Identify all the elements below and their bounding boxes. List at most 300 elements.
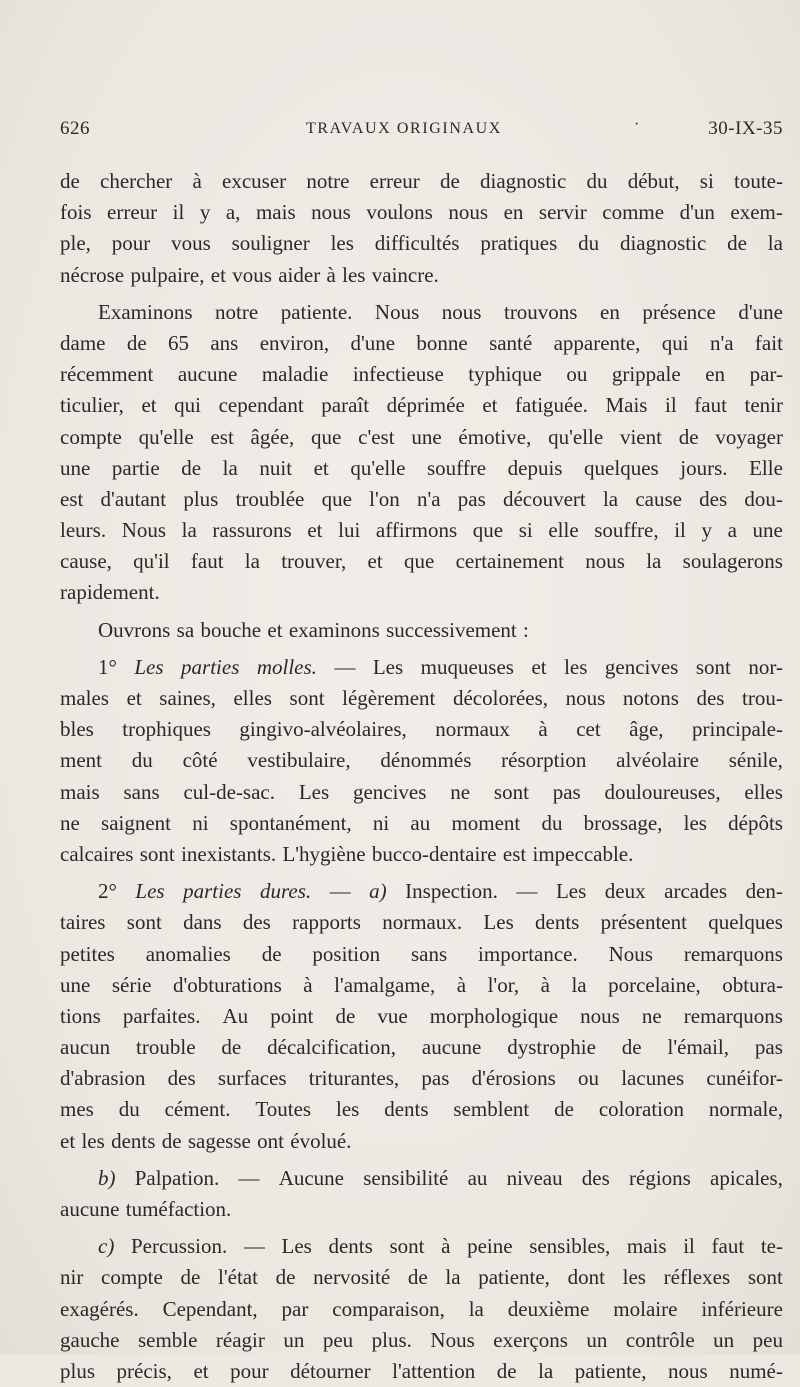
word: nervosité	[313, 1265, 391, 1290]
word: et	[482, 393, 498, 418]
word: erreur	[369, 169, 420, 193]
text-line	[60, 390, 783, 421]
word: surfaces	[217, 1066, 287, 1091]
word: excuser	[222, 169, 287, 193]
issue-date: 30-IX-35	[708, 118, 783, 139]
word: taires	[60, 910, 106, 935]
word: de	[60, 169, 80, 193]
word: en	[705, 362, 726, 387]
word: quelques	[584, 455, 659, 480]
word: sont	[493, 779, 529, 804]
word: dystrophie	[507, 1035, 596, 1060]
word: nous	[441, 299, 482, 324]
word: soulagerons	[682, 549, 783, 574]
word: est	[210, 424, 234, 449]
word: ment	[60, 748, 102, 773]
word: nor-	[748, 654, 783, 679]
word: nous	[565, 686, 606, 710]
word: plus.	[371, 1327, 412, 1352]
text-line	[60, 260, 783, 291]
word: te-	[760, 1234, 783, 1259]
word: souligner	[231, 231, 310, 256]
word: vestibulaire,	[247, 748, 351, 773]
word: âgée,	[250, 424, 295, 449]
word: un	[283, 1327, 305, 1352]
word: la	[244, 549, 260, 574]
word: ou	[566, 362, 588, 387]
word: il	[674, 518, 686, 543]
word: Nous	[608, 941, 653, 966]
word: d'érosions	[471, 1066, 556, 1091]
word: L'hygiène	[282, 841, 366, 866]
word: leurs.	[60, 518, 107, 543]
word: apparente,	[553, 330, 641, 355]
word: régions	[629, 1165, 691, 1190]
word: jours.	[680, 455, 728, 480]
word: coloration	[598, 1097, 684, 1122]
word: vous	[171, 231, 211, 256]
word: contrôle	[625, 1327, 695, 1352]
word: sans	[410, 941, 448, 966]
word: semblent	[453, 1097, 530, 1122]
word: la	[222, 455, 238, 480]
word: 2°	[98, 879, 117, 904]
word: du	[586, 169, 608, 193]
word: réagir	[215, 1327, 265, 1352]
word: aucun	[60, 1035, 111, 1060]
word: parties	[181, 654, 240, 679]
word: fois	[60, 200, 92, 225]
word: des	[581, 1165, 610, 1190]
text-line	[60, 1194, 783, 1225]
word: dou-	[744, 486, 783, 511]
word: et	[367, 549, 383, 574]
word: ou	[578, 1066, 600, 1091]
word: Les	[483, 910, 514, 935]
word: porcelaine,	[608, 972, 701, 997]
word: morphologique	[429, 1003, 559, 1028]
word: deuxième	[507, 1296, 590, 1321]
text-line	[60, 1356, 783, 1387]
word: des	[242, 910, 271, 935]
word: Au	[222, 1003, 249, 1028]
word: certainement	[455, 549, 564, 574]
word: une	[411, 424, 442, 449]
word: tuméfaction.	[125, 1197, 232, 1221]
word: bonne	[416, 330, 468, 355]
word: troublée	[235, 486, 305, 511]
word: vous	[232, 262, 272, 287]
word: à	[441, 1234, 451, 1259]
word: cause	[635, 486, 682, 511]
word: paraît	[321, 393, 370, 418]
word: les	[330, 231, 354, 256]
word: cul-de-sac.	[183, 779, 275, 804]
text-line	[60, 1063, 783, 1094]
word: semble	[137, 1327, 198, 1352]
word: principale-	[692, 717, 783, 742]
word: c'est	[358, 424, 395, 449]
word: du	[131, 748, 153, 773]
word: importance.	[478, 941, 578, 966]
word: voulons	[366, 200, 433, 225]
text-line	[60, 577, 783, 608]
word: de	[126, 330, 147, 355]
word: brossage,	[583, 810, 663, 835]
word: d'obturations	[172, 972, 282, 997]
word: a)	[369, 879, 387, 904]
text-line	[60, 228, 783, 259]
word: l'or,	[487, 972, 520, 997]
word: l'émail,	[667, 1035, 730, 1060]
word: vient	[619, 424, 662, 449]
word: côté	[182, 748, 218, 773]
word: l'amalgame,	[334, 972, 436, 997]
word: alvéolaire	[616, 748, 699, 773]
word: décolorées,	[452, 686, 549, 710]
text-line	[60, 359, 783, 390]
word: l'on	[369, 486, 400, 511]
word: Examinons	[98, 299, 193, 324]
word: et	[193, 1358, 209, 1383]
text-line	[60, 970, 783, 1001]
word: lui	[338, 518, 361, 543]
text-line	[60, 1126, 783, 1157]
word: de	[407, 1265, 428, 1290]
word: impeccable.	[532, 841, 634, 866]
word: les	[342, 262, 366, 287]
word: sont	[126, 910, 162, 935]
word: numé-	[729, 1358, 783, 1383]
text-line	[60, 714, 783, 745]
word: Les	[372, 654, 404, 679]
word: les	[622, 1265, 646, 1290]
word: grippale	[611, 362, 681, 387]
word: mais	[626, 1234, 667, 1259]
word: que	[403, 549, 435, 574]
word: début,	[627, 169, 680, 193]
text-line	[60, 939, 783, 970]
word: Percussion.	[130, 1234, 228, 1259]
text-line	[60, 297, 783, 328]
word: normaux	[435, 717, 510, 742]
word: elles	[744, 779, 783, 804]
word: dame	[60, 330, 106, 355]
word: mes	[60, 1097, 94, 1122]
word: Palpation.	[134, 1165, 220, 1190]
word: souffre	[427, 455, 487, 480]
word: d'une	[350, 330, 396, 355]
text-line	[60, 546, 783, 577]
text-line	[60, 1325, 783, 1356]
word: nous	[448, 200, 489, 225]
word: d'un	[679, 200, 715, 225]
word: à	[538, 717, 548, 742]
text-line	[60, 1094, 783, 1125]
word: à	[326, 262, 336, 287]
word: Inspection.	[405, 879, 498, 904]
word: de	[554, 1097, 574, 1122]
word: depuis	[507, 455, 563, 480]
word: que	[321, 486, 352, 511]
word: peu	[322, 1327, 354, 1352]
word: sans	[123, 779, 160, 804]
word: précis,	[116, 1358, 172, 1383]
word: aucune	[60, 1197, 120, 1221]
word: lacunes	[621, 1066, 685, 1091]
word: à	[192, 169, 202, 193]
word: voyager	[715, 424, 783, 449]
word: y	[701, 518, 712, 543]
word: elles	[233, 686, 272, 710]
word: la	[602, 486, 619, 511]
text-line	[60, 745, 783, 776]
word: triturantes,	[308, 1066, 400, 1091]
word: bles	[60, 717, 94, 742]
word: Les	[135, 879, 165, 904]
word: les	[335, 1097, 360, 1122]
word: du	[541, 810, 563, 835]
word: obtura-	[722, 972, 783, 997]
word: que	[311, 424, 342, 449]
word: dents	[384, 1097, 429, 1122]
word: deux	[604, 879, 646, 904]
word: rapports	[292, 910, 361, 935]
word: molles.	[256, 654, 317, 679]
word: Mais	[605, 393, 648, 418]
word: partie	[111, 455, 160, 480]
word: faut	[711, 1234, 745, 1259]
word: Toutes	[255, 1097, 312, 1122]
word: gingivo-alvéolaires,	[239, 717, 407, 742]
word: qu'elle	[138, 424, 194, 449]
word: Ouvrons	[98, 617, 171, 642]
word: sont	[389, 1234, 425, 1259]
word: sont	[289, 686, 325, 710]
text-line	[60, 1163, 783, 1194]
word: de	[727, 231, 747, 256]
word: a,	[225, 200, 241, 225]
paragraph	[60, 297, 783, 609]
word: —	[329, 879, 351, 904]
text-line	[60, 166, 783, 197]
word: résorption	[501, 748, 587, 773]
word: tions	[60, 1003, 101, 1028]
word: et	[210, 262, 226, 287]
word: —	[516, 879, 538, 904]
word: aucune	[421, 1035, 482, 1060]
word: à	[456, 972, 467, 997]
word: Les	[281, 1234, 312, 1259]
word: exem-	[730, 200, 783, 225]
word: de	[621, 1035, 642, 1060]
word: inférieure	[701, 1296, 783, 1321]
word: des	[167, 1066, 196, 1091]
word: vue	[377, 1003, 408, 1028]
word: dures.	[259, 879, 312, 904]
word: qu'il	[133, 549, 170, 574]
word: pour	[111, 231, 151, 256]
word: un	[713, 1327, 735, 1352]
word: :	[523, 617, 529, 642]
word: a	[727, 518, 737, 543]
word: petites	[60, 941, 115, 966]
word: pas	[421, 1066, 450, 1091]
word: par	[281, 1296, 309, 1321]
paragraph	[60, 876, 783, 1157]
word: au	[410, 810, 431, 835]
text-line	[60, 683, 783, 714]
header-separator: ·	[634, 116, 640, 133]
word: un	[586, 1327, 608, 1352]
text-line	[60, 876, 783, 907]
word: difficultés	[374, 231, 460, 256]
word: de	[261, 941, 282, 966]
paragraph	[60, 615, 783, 646]
word: une	[60, 972, 91, 997]
text-line	[60, 453, 783, 484]
word: inexistants.	[181, 841, 277, 866]
text-line	[60, 1262, 783, 1293]
word: âge,	[629, 717, 664, 742]
word: sagesse	[187, 1128, 251, 1153]
word: notre	[306, 169, 350, 193]
word: vaincre.	[371, 262, 439, 287]
word: Aucune	[278, 1165, 344, 1190]
word: l'état	[218, 1265, 258, 1290]
word: qui	[661, 330, 689, 355]
word: sont	[139, 841, 175, 866]
word: les	[683, 810, 707, 835]
word: ont	[257, 1128, 284, 1153]
word: cause,	[60, 549, 112, 574]
word: trou-	[742, 686, 783, 710]
word: sont	[695, 654, 731, 679]
word: peine	[467, 1234, 513, 1259]
word: cet	[576, 717, 601, 742]
word: mais	[60, 779, 100, 804]
text-line	[60, 652, 783, 683]
word: pratiques	[480, 231, 558, 256]
word: la	[181, 518, 197, 543]
word: cément.	[164, 1097, 231, 1122]
word: ni	[192, 810, 209, 835]
word: ne	[641, 1003, 662, 1028]
word: maladie	[261, 362, 329, 387]
word: il	[172, 200, 185, 225]
word: anomalies	[145, 941, 231, 966]
word: décalcification,	[267, 1035, 396, 1060]
word: patiente,	[478, 1265, 550, 1290]
word: tenir	[744, 393, 783, 418]
word: diagnostic	[480, 169, 567, 193]
word: la	[468, 1296, 484, 1321]
word: de	[439, 169, 460, 193]
word: de	[496, 1358, 517, 1383]
word: trouble	[136, 1035, 196, 1060]
word: sont	[747, 1265, 783, 1290]
word: nir	[60, 1265, 84, 1290]
word: qu'elle	[350, 455, 406, 480]
word: bouche	[200, 617, 262, 642]
word: des	[699, 486, 728, 511]
word: légèrement	[342, 686, 436, 710]
word: de	[180, 1265, 201, 1290]
word: plus	[60, 1358, 96, 1383]
word: erreur	[107, 200, 158, 225]
word: une	[752, 518, 783, 543]
word: Elle	[749, 455, 783, 480]
word: compte	[60, 424, 122, 449]
word: 1°	[98, 654, 117, 679]
word: en	[503, 200, 524, 225]
word: bucco-dentaire	[371, 841, 497, 866]
word: n'a	[709, 330, 734, 355]
word: —	[243, 1234, 265, 1259]
word: récemment	[60, 362, 154, 387]
word: remarquons	[683, 941, 783, 966]
word: au	[467, 1165, 488, 1190]
word: aucune	[177, 362, 238, 387]
word: la	[538, 1358, 554, 1383]
word: si	[699, 169, 714, 193]
word: ne	[60, 810, 80, 835]
word: parfaites.	[122, 1003, 201, 1028]
word: point	[270, 1003, 314, 1028]
word: trouver,	[281, 549, 347, 574]
word: si	[518, 518, 533, 543]
word: que	[472, 518, 504, 543]
word: déprimée	[386, 393, 465, 418]
word: Les	[134, 654, 164, 679]
word: Les	[298, 779, 330, 804]
text-line	[60, 484, 783, 515]
word: quelques	[708, 910, 783, 935]
text-line	[60, 515, 783, 546]
word: —	[238, 1165, 260, 1190]
word: cependant	[218, 393, 304, 418]
word: gauche	[60, 1327, 120, 1352]
word: du	[578, 231, 600, 256]
word: Cependant,	[162, 1296, 258, 1321]
word: servir	[538, 200, 587, 225]
word: ple,	[60, 231, 91, 256]
text-line	[60, 328, 783, 359]
text-line	[60, 1032, 783, 1063]
word: c)	[98, 1234, 115, 1259]
word: pas	[552, 779, 581, 804]
word: souffre,	[594, 518, 659, 543]
word: l'attention	[392, 1358, 476, 1383]
word: y	[199, 200, 211, 225]
word: nous	[580, 1003, 620, 1028]
word: la	[767, 231, 783, 256]
word: plus	[183, 486, 219, 511]
word: de	[221, 1035, 242, 1060]
word: pulpaire,	[130, 262, 205, 287]
word: spontanément,	[229, 810, 352, 835]
word: affirmons	[375, 518, 458, 543]
word: et	[307, 518, 323, 543]
paragraph	[60, 1231, 783, 1387]
text-line	[60, 907, 783, 938]
word: gencives	[352, 779, 427, 804]
word: cunéifor-	[706, 1066, 783, 1091]
word: et	[531, 654, 547, 679]
word: peu	[752, 1327, 783, 1352]
word: trophiques	[122, 717, 211, 742]
word: d'abrasion	[60, 1066, 146, 1091]
